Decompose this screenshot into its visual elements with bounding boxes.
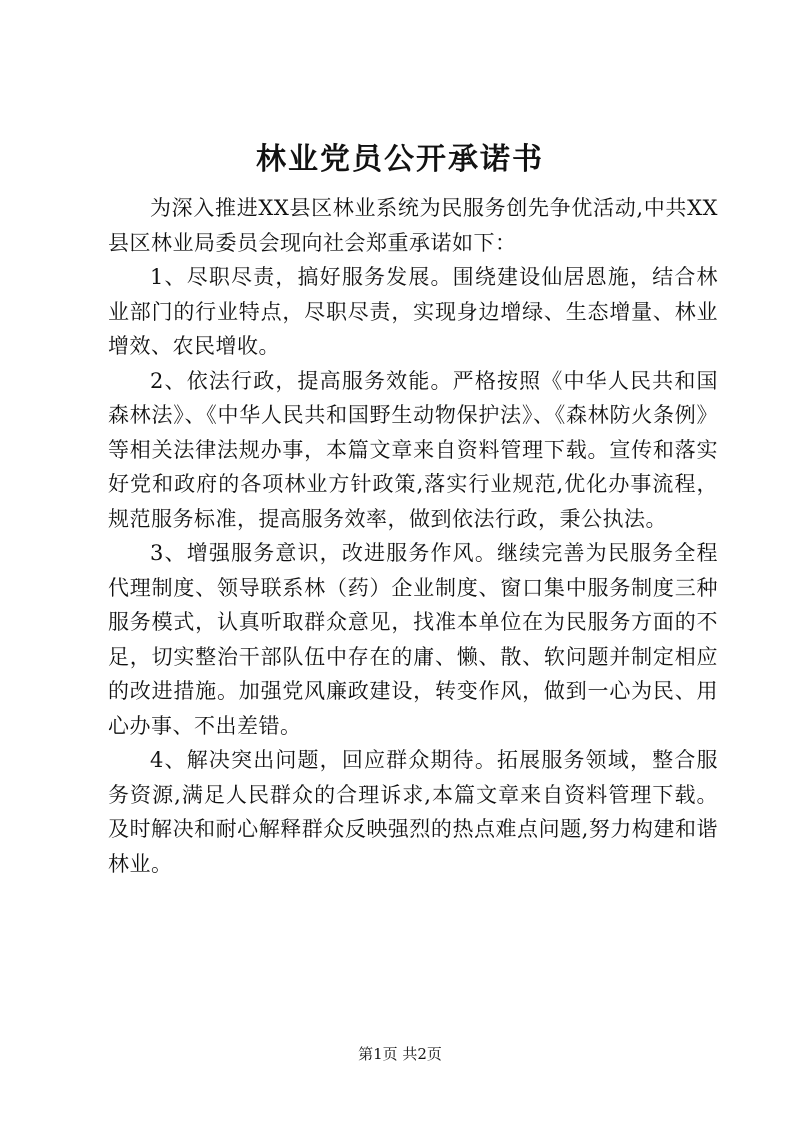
document-body — [108, 191, 718, 881]
commitment-paragraph-4: 4、解决突出问题，回应群众期待。拓展服务领域，整合服务资源,满足人民群众的合理诉求,本篇文章来自资料管理下载。及时解决和耐心解释群众反映强烈的热点难点问题,努力构建和谐林业。 — [108, 748, 718, 876]
commitment-paragraph-3: 3、增强服务意识，改进服务作风。继续完善为民服务全程代理制度、领导联系林（药）企业制度、窗口集中服务制度三种服务模式，认真听取群众意见，找准本单位在为民服务方面的不足，切实整治干部队伍中存在的庸、懒、散、软问题并制定相应的改进措施。加强党风廉政建设，转变作风，做到一心为民、用心办事、不出差错。 — [108, 541, 718, 738]
commitment-paragraph-1: 1、尽职尽责，搞好服务发展。围绕建设仙居恩施，结合林业部门的行业特点，尽职尽责，实现身边增绿、生态增量、林业增效、农民增收。 — [108, 265, 718, 358]
commitment-paragraph-2: 2、依法行政，提高服务效能。严格按照《中华人民共和国森林法》、《中华人民共和国野生动物保护法》、《森林防火条例》等相关法律法规办事，本篇文章来自资料管理下载。宣传和落实好党和政府的各项林业方针政策,落实行业规范,优化办事流程，规范服务标准，提高服务效率，做到依法行政，秉公执法。 — [108, 368, 718, 531]
document-title: 林业党员公开承诺书 — [256, 142, 544, 177]
intro-paragraph: 为深入推进XX县区林业系统为民服务创先争优活动,中共XX县区林业局委员会现向社会郑重承诺如下： — [108, 196, 718, 255]
page-number-footer: 第1页 共2页 — [358, 1045, 442, 1063]
